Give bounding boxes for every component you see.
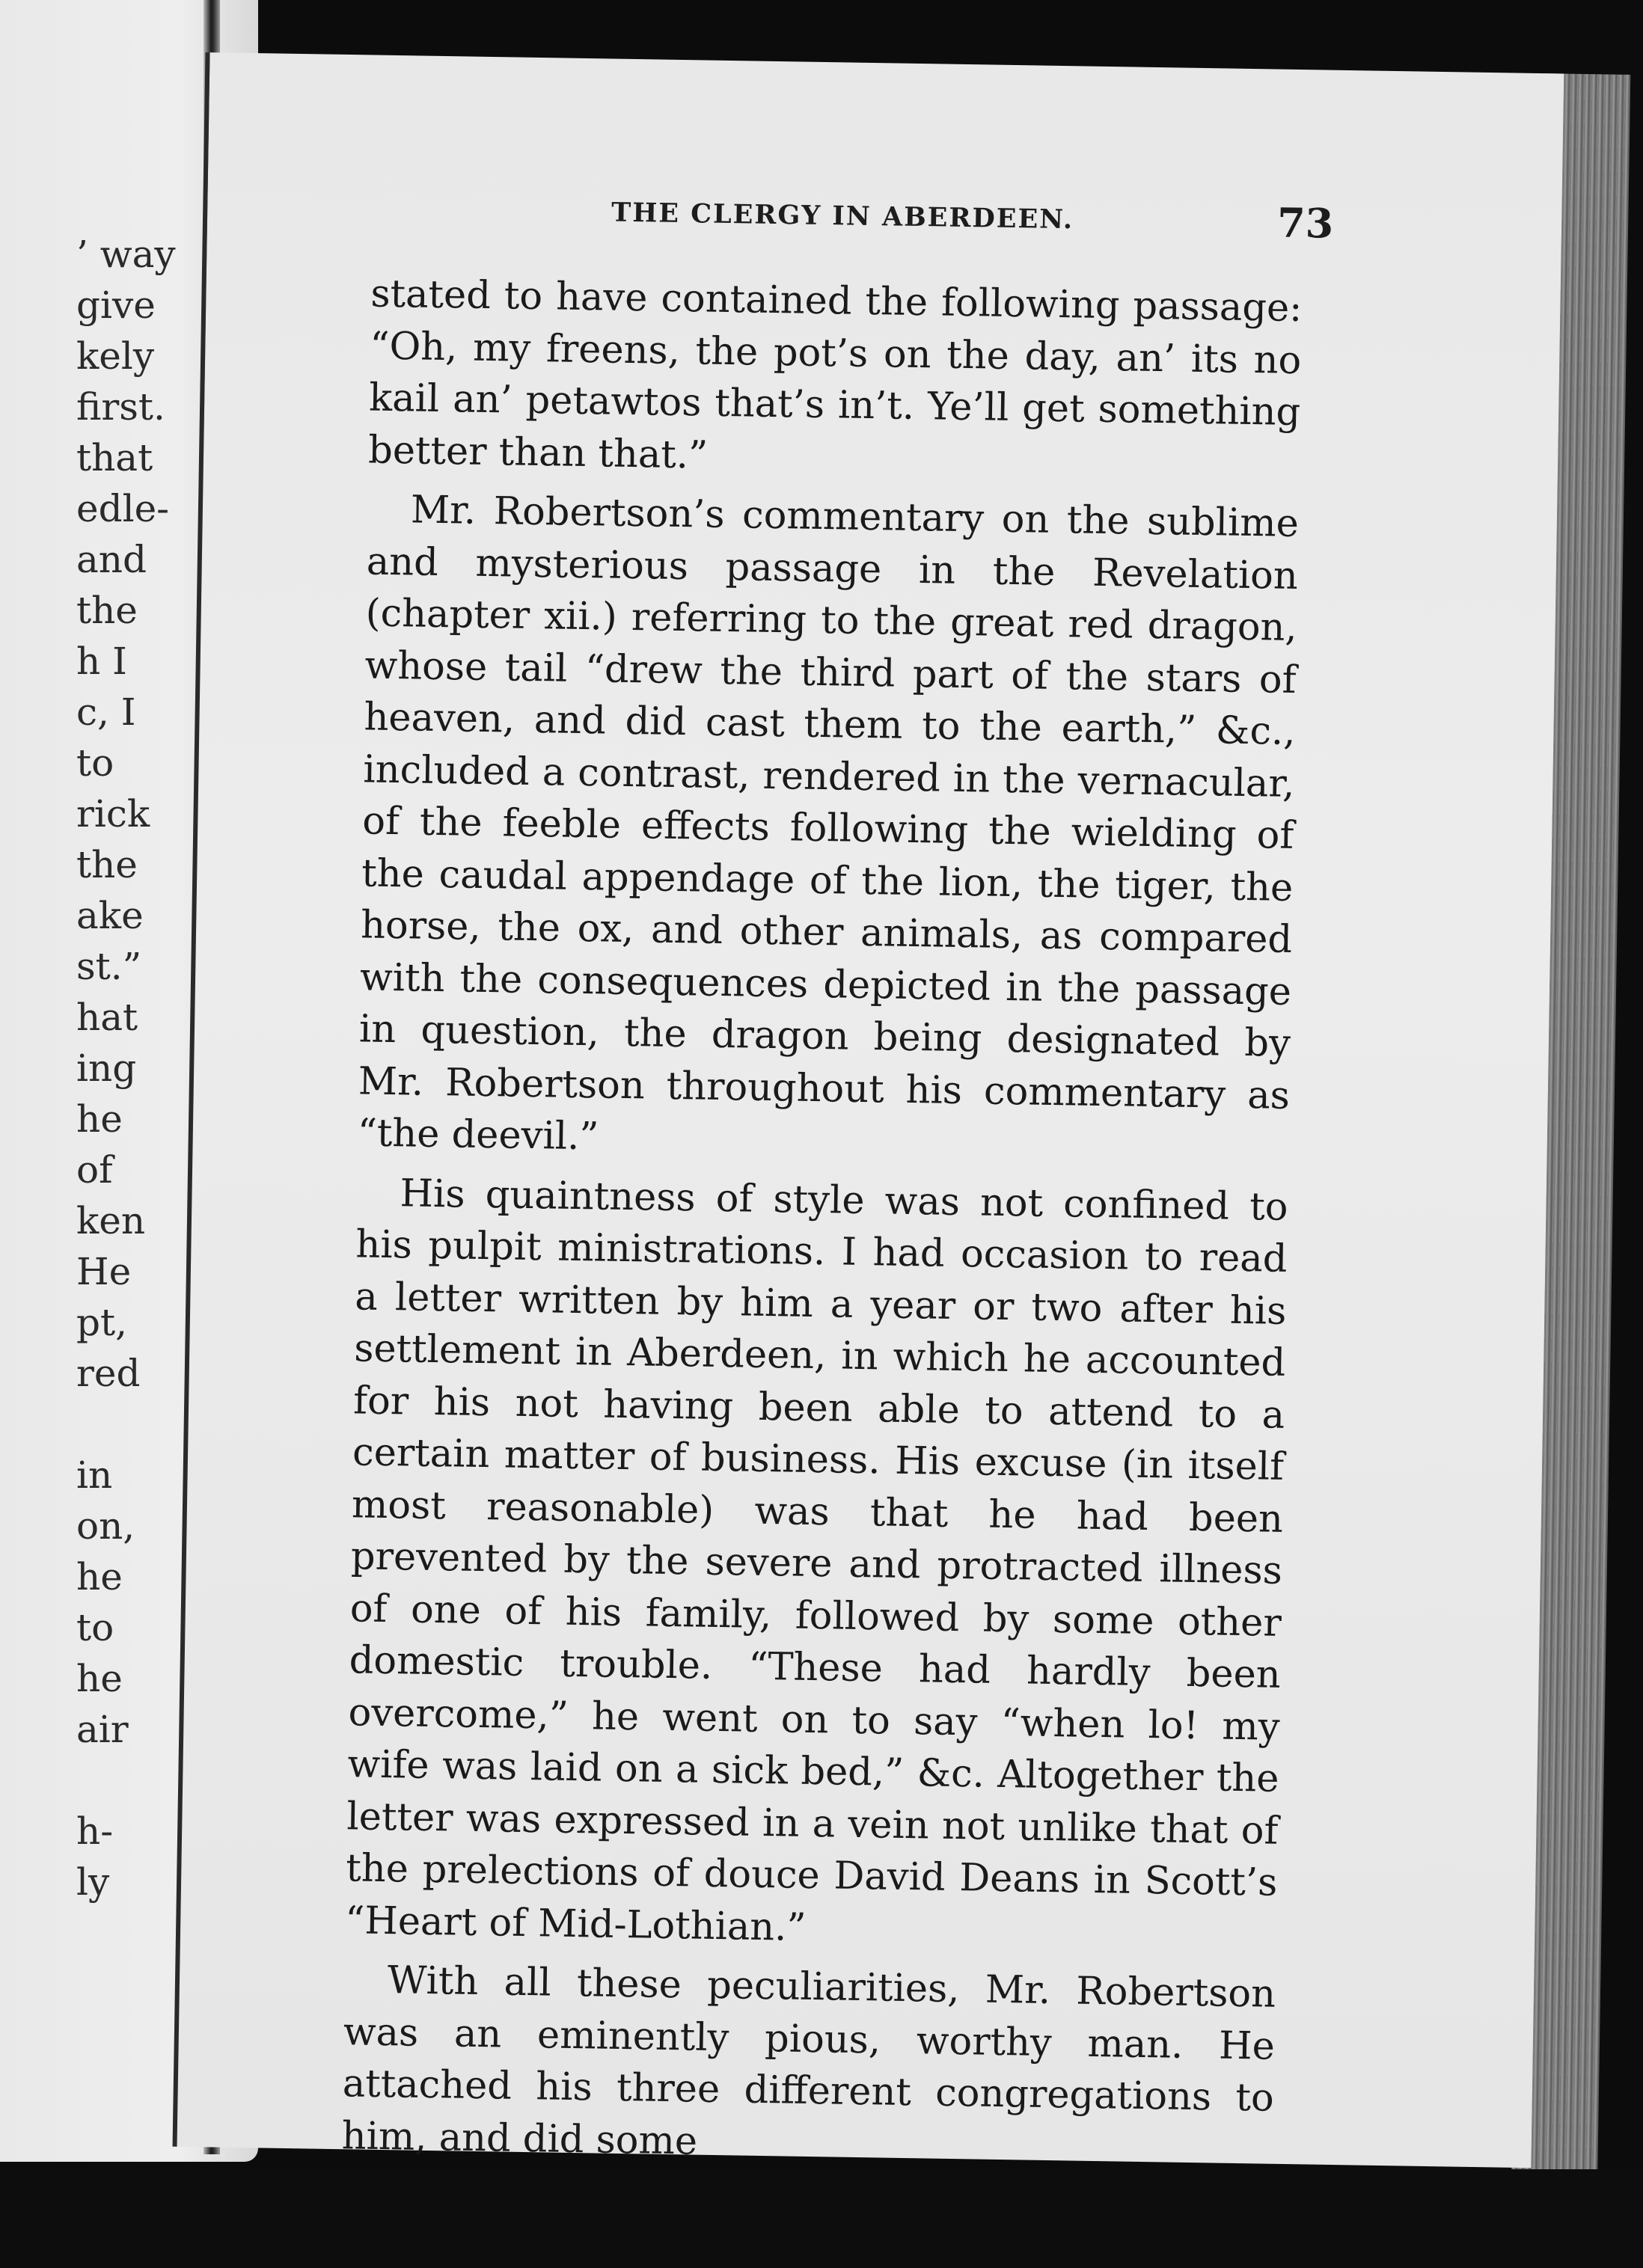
left-line: kely: [76, 334, 155, 378]
left-line: red: [76, 1352, 141, 1395]
left-line: air: [76, 1708, 129, 1751]
left-line: ing: [76, 1046, 137, 1090]
left-line: ’ way: [76, 233, 176, 276]
left-line: to: [76, 741, 114, 785]
page-73-wrapper: [171, 30, 1630, 2222]
left-line: h I: [76, 640, 127, 683]
left-line: the: [76, 589, 138, 632]
paragraph: With all these peculiarities, Mr. Robertson was an eminently pious, worthy man. He attached his three different congregations to him, and did some: [341, 1958, 1276, 2164]
running-head: THE CLERGY IN ABERDEEN.: [611, 197, 1074, 236]
page-number: 73: [1276, 198, 1334, 248]
left-line: pt,: [76, 1301, 127, 1344]
left-line: He: [76, 1250, 132, 1293]
left-line: hat: [76, 996, 138, 1039]
paragraph: stated to have contained the following passage: “Oh, my freens, the pot’s on the day, an’ its no kail an’ petawtos that’s in’t. Ye’ll get something better than that.”: [367, 272, 1303, 478]
left-line: and: [76, 538, 147, 581]
left-line: to: [76, 1606, 114, 1649]
left-line: he: [76, 1097, 123, 1141]
left-line: give: [76, 284, 156, 327]
left-line: the: [76, 843, 138, 886]
left-line: of: [76, 1148, 113, 1192]
left-line: ken: [76, 1199, 146, 1242]
body-text: [341, 269, 1303, 2184]
left-line: in: [76, 1453, 113, 1497]
left-page-text-fragments: [0, 0, 202, 2020]
paragraph: His quaintness of style was not confined to his pulpit ministrations. I had occasion to read a letter written by him a year or two after his settlement in Aberdeen, in which he accounted for his not having been able to attend to a certain matter of business. His excuse (in itself most reasonable) was that he had been prevented by the severe and protracted illness of one of his family, followed by some other domestic trouble. “These had hardly been overcome,” he went on to say “when lo! my wife was laid on a sick bed,” &c. Altogether the letter was expressed in a vein not unlike that of the prelections of douce David Deans in Scott’s “Heart of Mid-Lothian.”: [344, 1171, 1288, 1950]
left-line: he: [76, 1657, 123, 1700]
left-line: h-: [76, 1809, 114, 1853]
page-73: [173, 52, 1564, 2168]
left-line: edle-: [76, 487, 170, 530]
left-line: first.: [76, 385, 165, 429]
left-line: c, I: [76, 690, 136, 734]
page-header: [207, 191, 1562, 264]
left-line: ake: [76, 894, 144, 937]
left-line: st.”: [76, 945, 142, 988]
paragraph: Mr. Robertson’s commentary on the sublime and mysterious passage in the Revelation (chapter xii.) referring to the great red dragon, whose tail “drew the third part of the stars of heaven, and did cast them to the earth,” &c., included a contrast, rendered in the vernacular, of the feeble effects following the wielding of the caudal appendage of the lion, the tiger, the horse, the ox, and other animals, as compared with the consequences depicted in the passage in question, the dragon being designated by Mr. Robertson throughout his commentary as “the deevil.”: [357, 488, 1300, 1159]
left-line: that: [76, 436, 153, 479]
left-line: ly: [76, 1860, 110, 1904]
left-line: on,: [76, 1504, 135, 1548]
left-line: rick: [76, 792, 150, 836]
left-line: he: [76, 1555, 123, 1599]
dark-background-strip: [0, 2169, 1643, 2268]
